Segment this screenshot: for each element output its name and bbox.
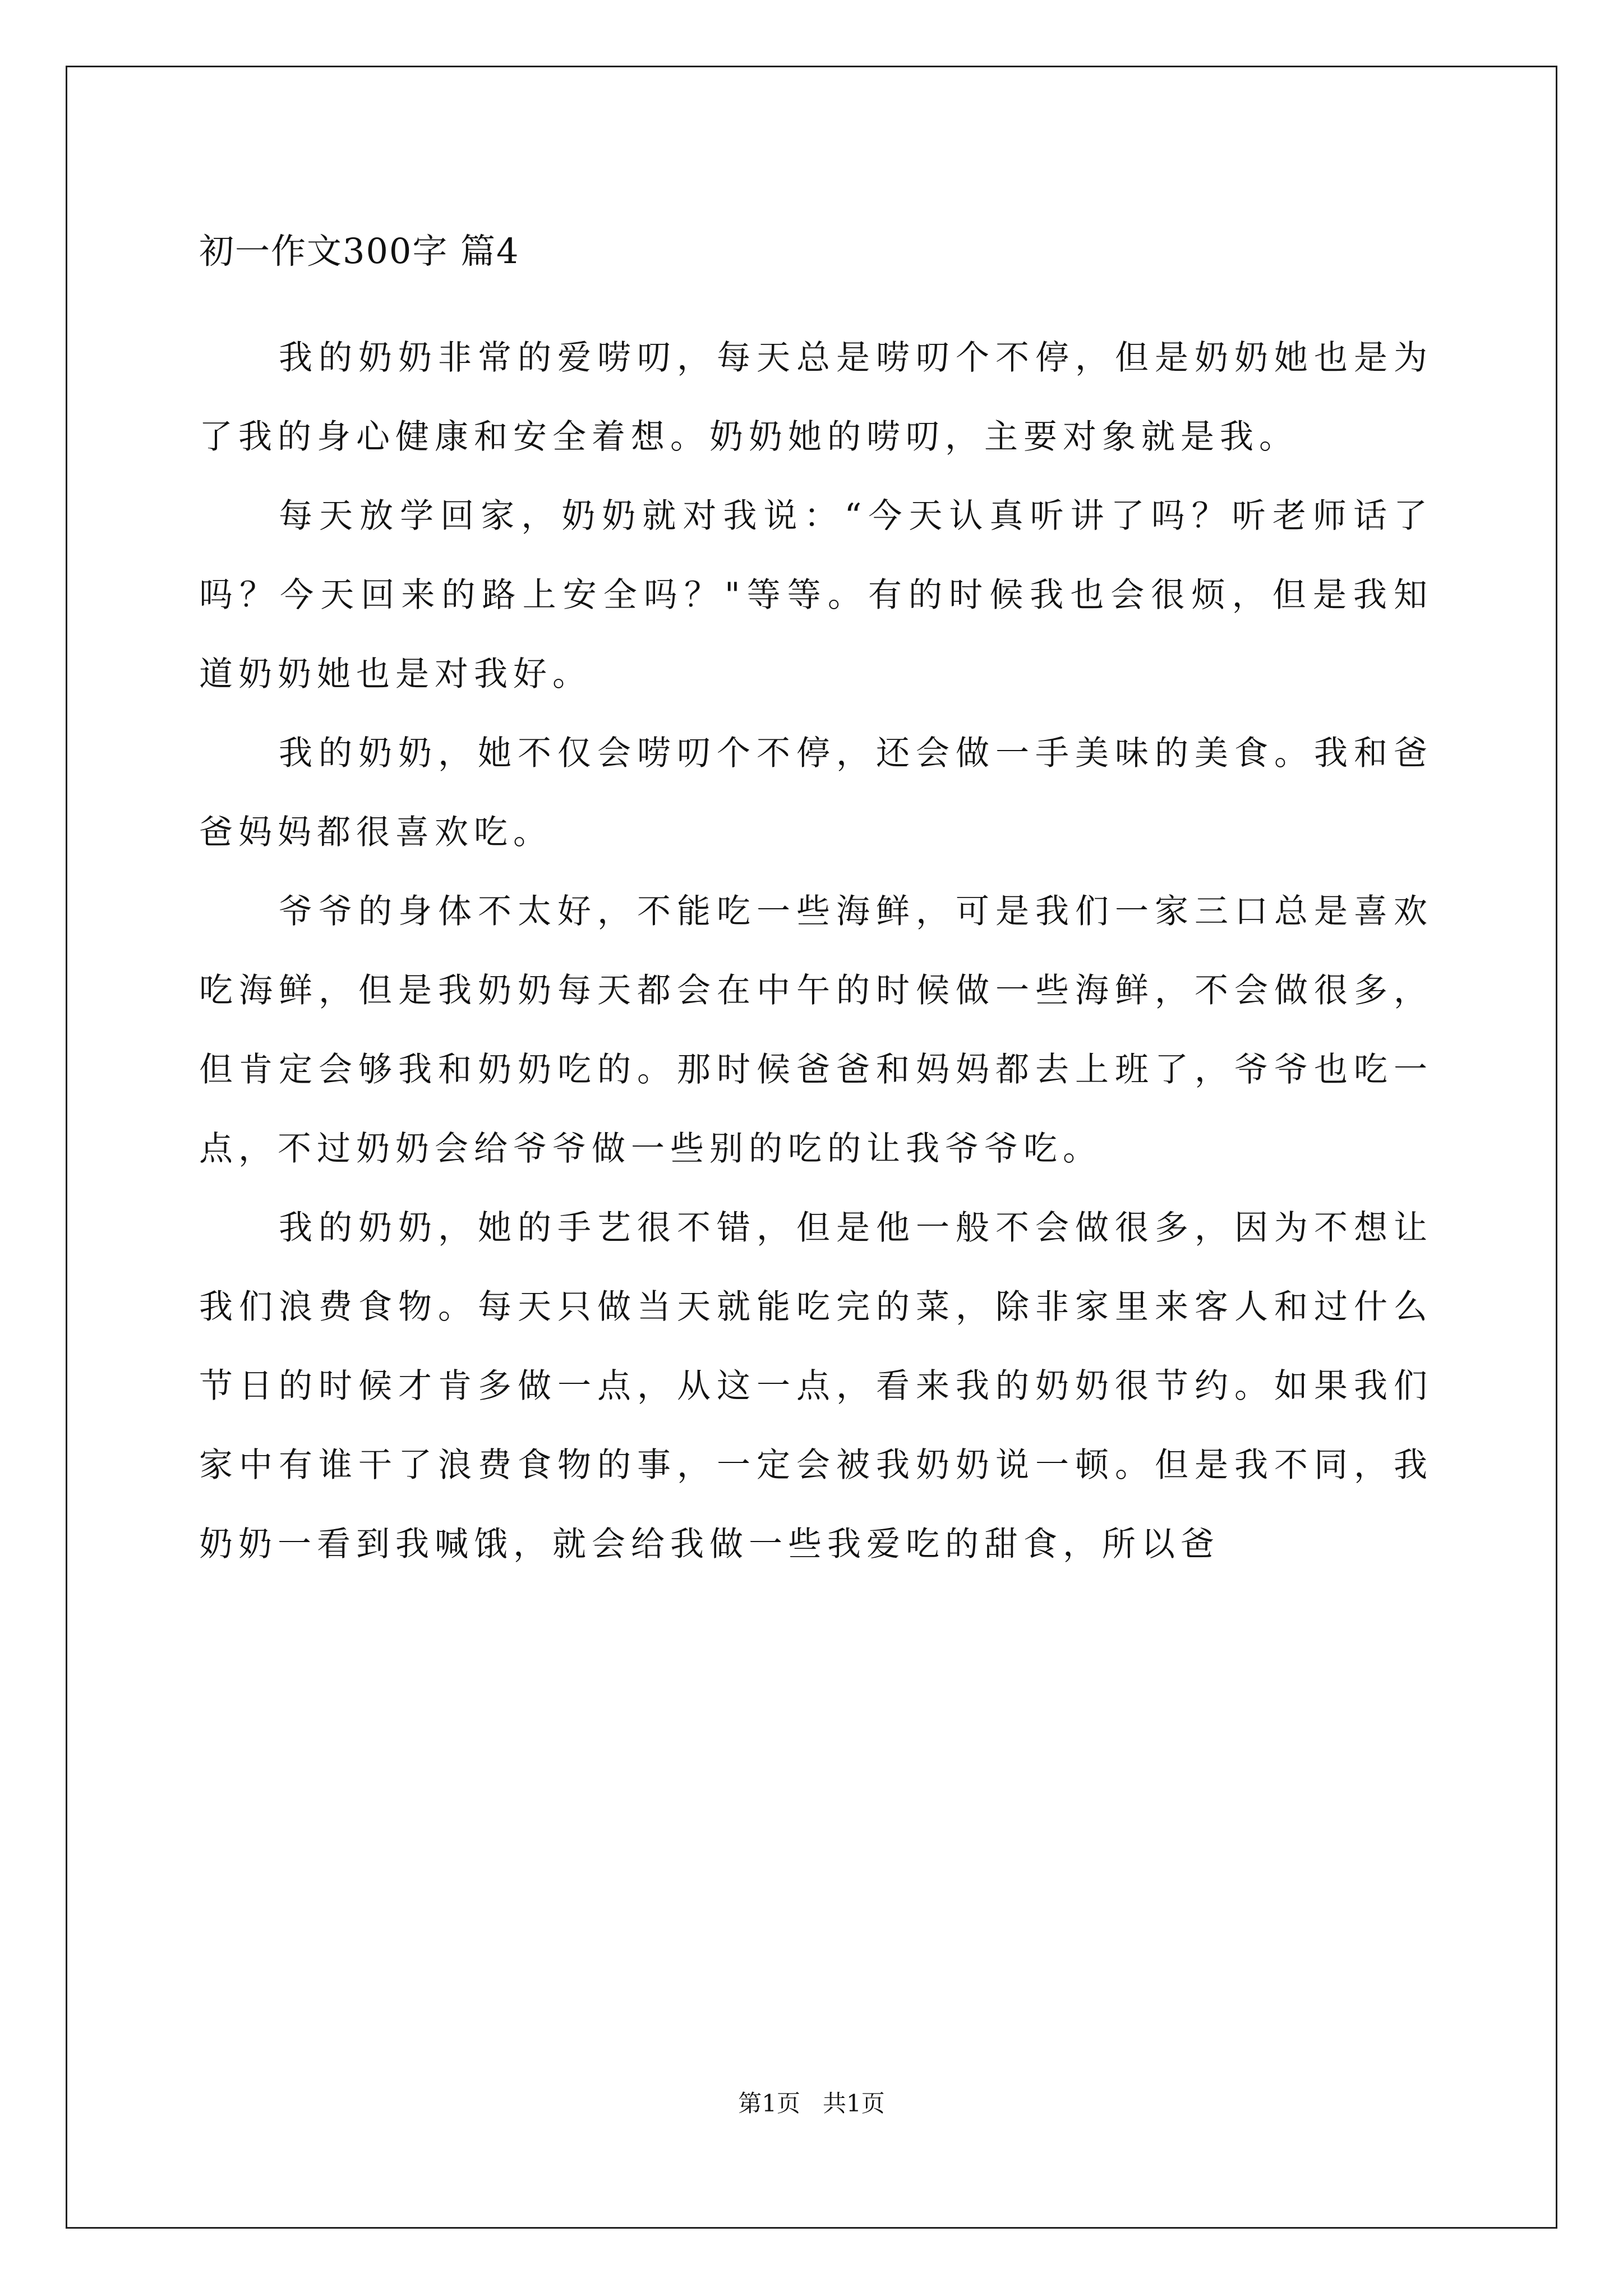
paragraph-1: 我的奶奶非常的爱唠叨，每天总是唠叨个不停，但是奶奶她也是为了我的身心健康和安全着想。奶奶她的唠叨，主要对象就是我。	[199, 338, 1433, 457]
document-title: 初一作文300字 篇4	[199, 231, 520, 272]
paragraph-3: 我的奶奶，她不仅会唠叨个不停，还会做一手美味的美食。我和爸爸妈妈都很喜欢吃。	[199, 734, 1433, 852]
document-body	[199, 224, 1433, 1584]
paragraph-4: 爷爷的身体不太好，不能吃一些海鲜，可是我们一家三口总是喜欢吃海鲜，但是我奶奶每天都会在中午的时候做一些海鲜，不会做很多，但肯定会够我和奶奶吃的。那时候爸爸和妈妈都去上班了，爷爷也吃一点，不过奶奶会给爷爷做一些别的吃的让我爷爷吃。	[199, 892, 1433, 1168]
paragraph-2: 每天放学回家，奶奶就对我说：“今天认真听讲了吗？听老师话了吗？今天回来的路上安全吗？"等等。有的时候我也会很烦，但是我知道奶奶她也是对我好。	[199, 496, 1433, 694]
paragraph-5: 我的奶奶，她的手艺很不错，但是他一般不会做很多，因为不想让我们浪费食物。每天只做当天就能吃完的菜，除非家里来客人和过什么节日的时候才肯多做一点，从这一点，看来我的奶奶很节约。如果我们家中有谁干了浪费食物的事，一定会被我奶奶说一顿。但是我不同，我奶奶一看到我喊饿，就会给我做一些我爱吃的甜食，所以爸	[199, 1208, 1433, 1564]
page-footer: 第1页 共1页	[738, 2090, 885, 2117]
